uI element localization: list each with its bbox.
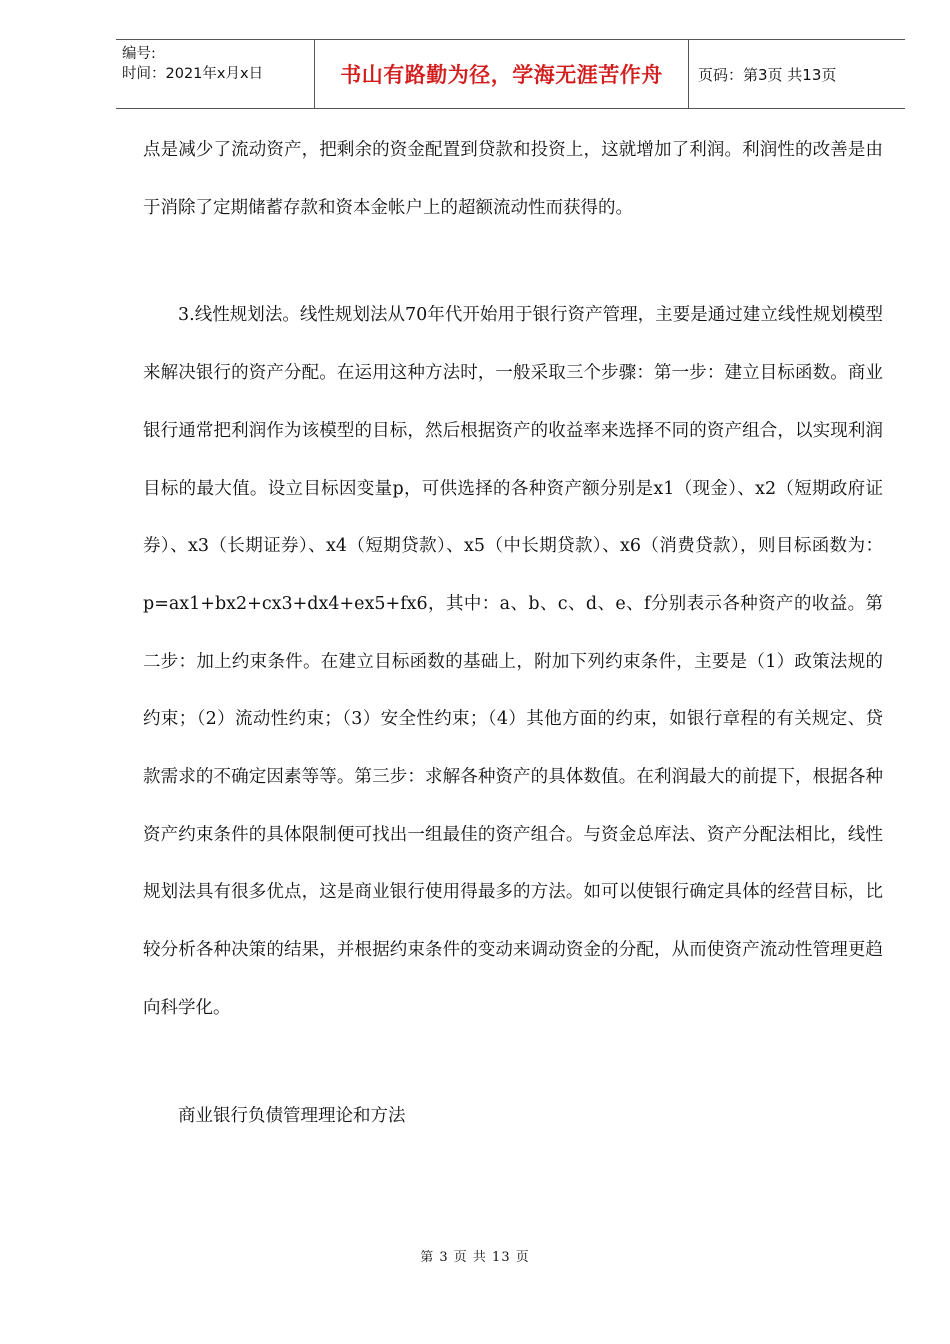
motto: 书山有路勤为径，学海无涯苦作舟 [340,63,663,87]
header-meta [116,40,315,108]
document-body [143,122,883,1145]
time-label: 时间：2021年x月x日 [122,66,264,82]
page-header [116,39,905,109]
page-footer: 第 3 页 共 13 页 [420,1250,530,1265]
code-label: 编号: [122,46,156,62]
section-heading: 商业银行负债管理理论和方法 [178,1105,406,1126]
page-label: 页码：第3页 共13页 [698,65,837,84]
header-motto-cell [315,40,689,108]
header-page-cell [689,40,905,108]
paragraph-continuation: 点是减少了流动资产，把剩余的资金配置到贷款和投资上，这就增加了利润。利润性的改善是由于消除了定期储蓄存款和资本金帐户上的超额流动性而获得的。 [143,140,883,218]
paragraph-linear-programming: 3.线性规划法。线性规划法从70年代开始用于银行资产管理，主要是通过建立线性规划模型来解决银行的资产分配。在运用这种方法时，一般采取三个步骤：第一步：建立目标函数。商业银行通常把利润作为该模型的目标，然后根据资产的收益率来选择不同的资产组合，以实现利润目标的最大值。设立目标因变量p，可供选择的各种资产额分别是x1（现金）、x2（短期政府证券）、x3（长期证券）、x4（短期贷款）、x5（中长期贷款）、x6（消费贷款），则目标函数为：p=ax1+bx2+cx3+dx4+ex5+fx6，其中：a、b、c、d、e、f分别表示各种资产的收益。第二步：加上约束条件。在建立目标函数的基础上，附加下列约束条件，主要是（1）政策法规的约束；（2）流动性约束；（3）安全性约束；（4）其他方面的约束，如银行章程的有关规定、贷款需求的不确定因素等等。第三步：求解各种资产的具体数值。在利润最大的前提下，根据各种资产约束条件的具体限制便可找出一组最佳的资产组合。与资金总库法、资产分配法相比，线性规划法具有很多优点，这是商业银行使用得最多的方法。如可以使银行确定具体的经营目标，比较分析各种决策的结果，并根据约束条件的变动来调动资金的分配，从而使资产流动性管理更趋向科学化。 [143,305,883,1018]
